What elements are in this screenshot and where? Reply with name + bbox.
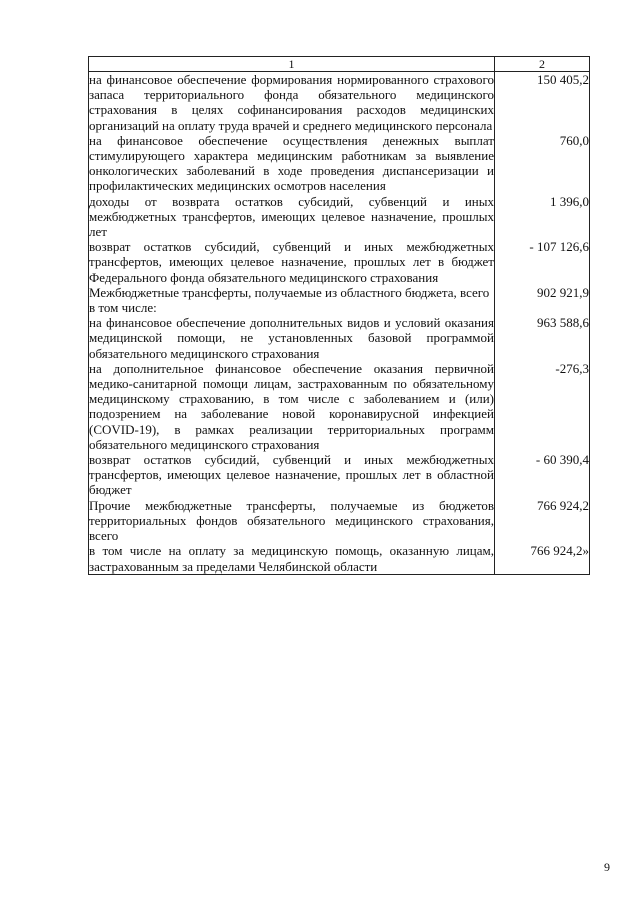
row-description: на финансовое обеспечение формирования нормированного страхового запаса территориального фонда обязательного медицинского страхования в целях софинансирования расходов медицинских организаций на оплату труда врачей и среднего медицинского персонала — [89, 72, 494, 133]
row-description: на дополнительное финансовое обеспечение оказания первичной медико-санитарной помощи лицам, застрахованным по обязательному медицинскому страхованию, в том числе с заболеванием и (или) подозрением на заболевание новой коронавирусной инфекцией (COVID-19), в рамках реализации территориальных программ обязательного медицинского страхования — [89, 360, 494, 452]
row-amount: 766 924,2» — [495, 543, 590, 574]
row-description: на финансовое обеспечение дополнительных видов и условий оказания медицинской помощи, не установленных базовой программой обязательного медицинского страхования — [89, 315, 494, 361]
row-amount — [495, 300, 590, 315]
row-amount: 766 924,2 — [495, 498, 590, 544]
table-row — [89, 543, 590, 574]
table-row — [89, 498, 590, 544]
table-row — [89, 361, 590, 452]
row-amount: - 60 390,4 — [495, 452, 590, 498]
row-amount: 150 405,2 — [495, 72, 590, 133]
row-description: Прочие межбюджетные трансферты, получаемые из бюджетов территориальных фондов обязательного медицинского страхования, всего — [89, 497, 494, 544]
row-amount: - 107 126,6 — [495, 239, 590, 285]
table-row — [89, 315, 590, 361]
row-description: в том числе: — [89, 300, 495, 315]
table-row — [89, 285, 590, 300]
row-description: возврат остатков субсидий, субвенций и иных межбюджетных трансфертов, имеющих целевое назначение, прошлых лет в бюджет Федерального фонда обязательного медицинского страхования — [89, 239, 494, 285]
table-row — [89, 72, 590, 133]
row-amount: 1 396,0 — [495, 194, 590, 240]
table-row — [89, 300, 590, 315]
row-amount: 760,0 — [495, 133, 590, 194]
table-header-row — [89, 57, 590, 72]
row-description: в том числе на оплату за медицинскую помощь, оказанную лицам, застрахованным за пределами Челябинской области — [89, 543, 494, 574]
row-description: на финансовое обеспечение осуществления денежных выплат стимулирующего характера медицинским работникам за выявление онкологических заболеваний в ходе проведения диспансеризации и профилактических медицинских осмотров населения — [89, 132, 494, 194]
table-row — [89, 239, 590, 285]
row-amount: 963 588,6 — [495, 315, 590, 361]
budget-table — [88, 56, 590, 575]
row-amount: -276,3 — [495, 361, 590, 452]
table-row — [89, 133, 590, 194]
column-header-2: 2 — [495, 57, 590, 72]
table-row — [89, 194, 590, 240]
row-description: возврат остатков субсидий, субвенций и иных межбюджетных трансфертов, имеющих целевое назначение, прошлых лет в областной бюджет — [89, 452, 494, 498]
row-description: Межбюджетные трансферты, получаемые из областного бюджета, всего — [89, 285, 495, 300]
row-amount: 902 921,9 — [495, 285, 590, 300]
page-number: 9 — [604, 860, 610, 874]
column-header-1: 1 — [89, 57, 495, 72]
row-description: доходы от возврата остатков субсидий, субвенций и иных межбюджетных трансфертов, имеющих целевое назначение, прошлых лет — [89, 193, 494, 240]
table-row — [89, 452, 590, 498]
